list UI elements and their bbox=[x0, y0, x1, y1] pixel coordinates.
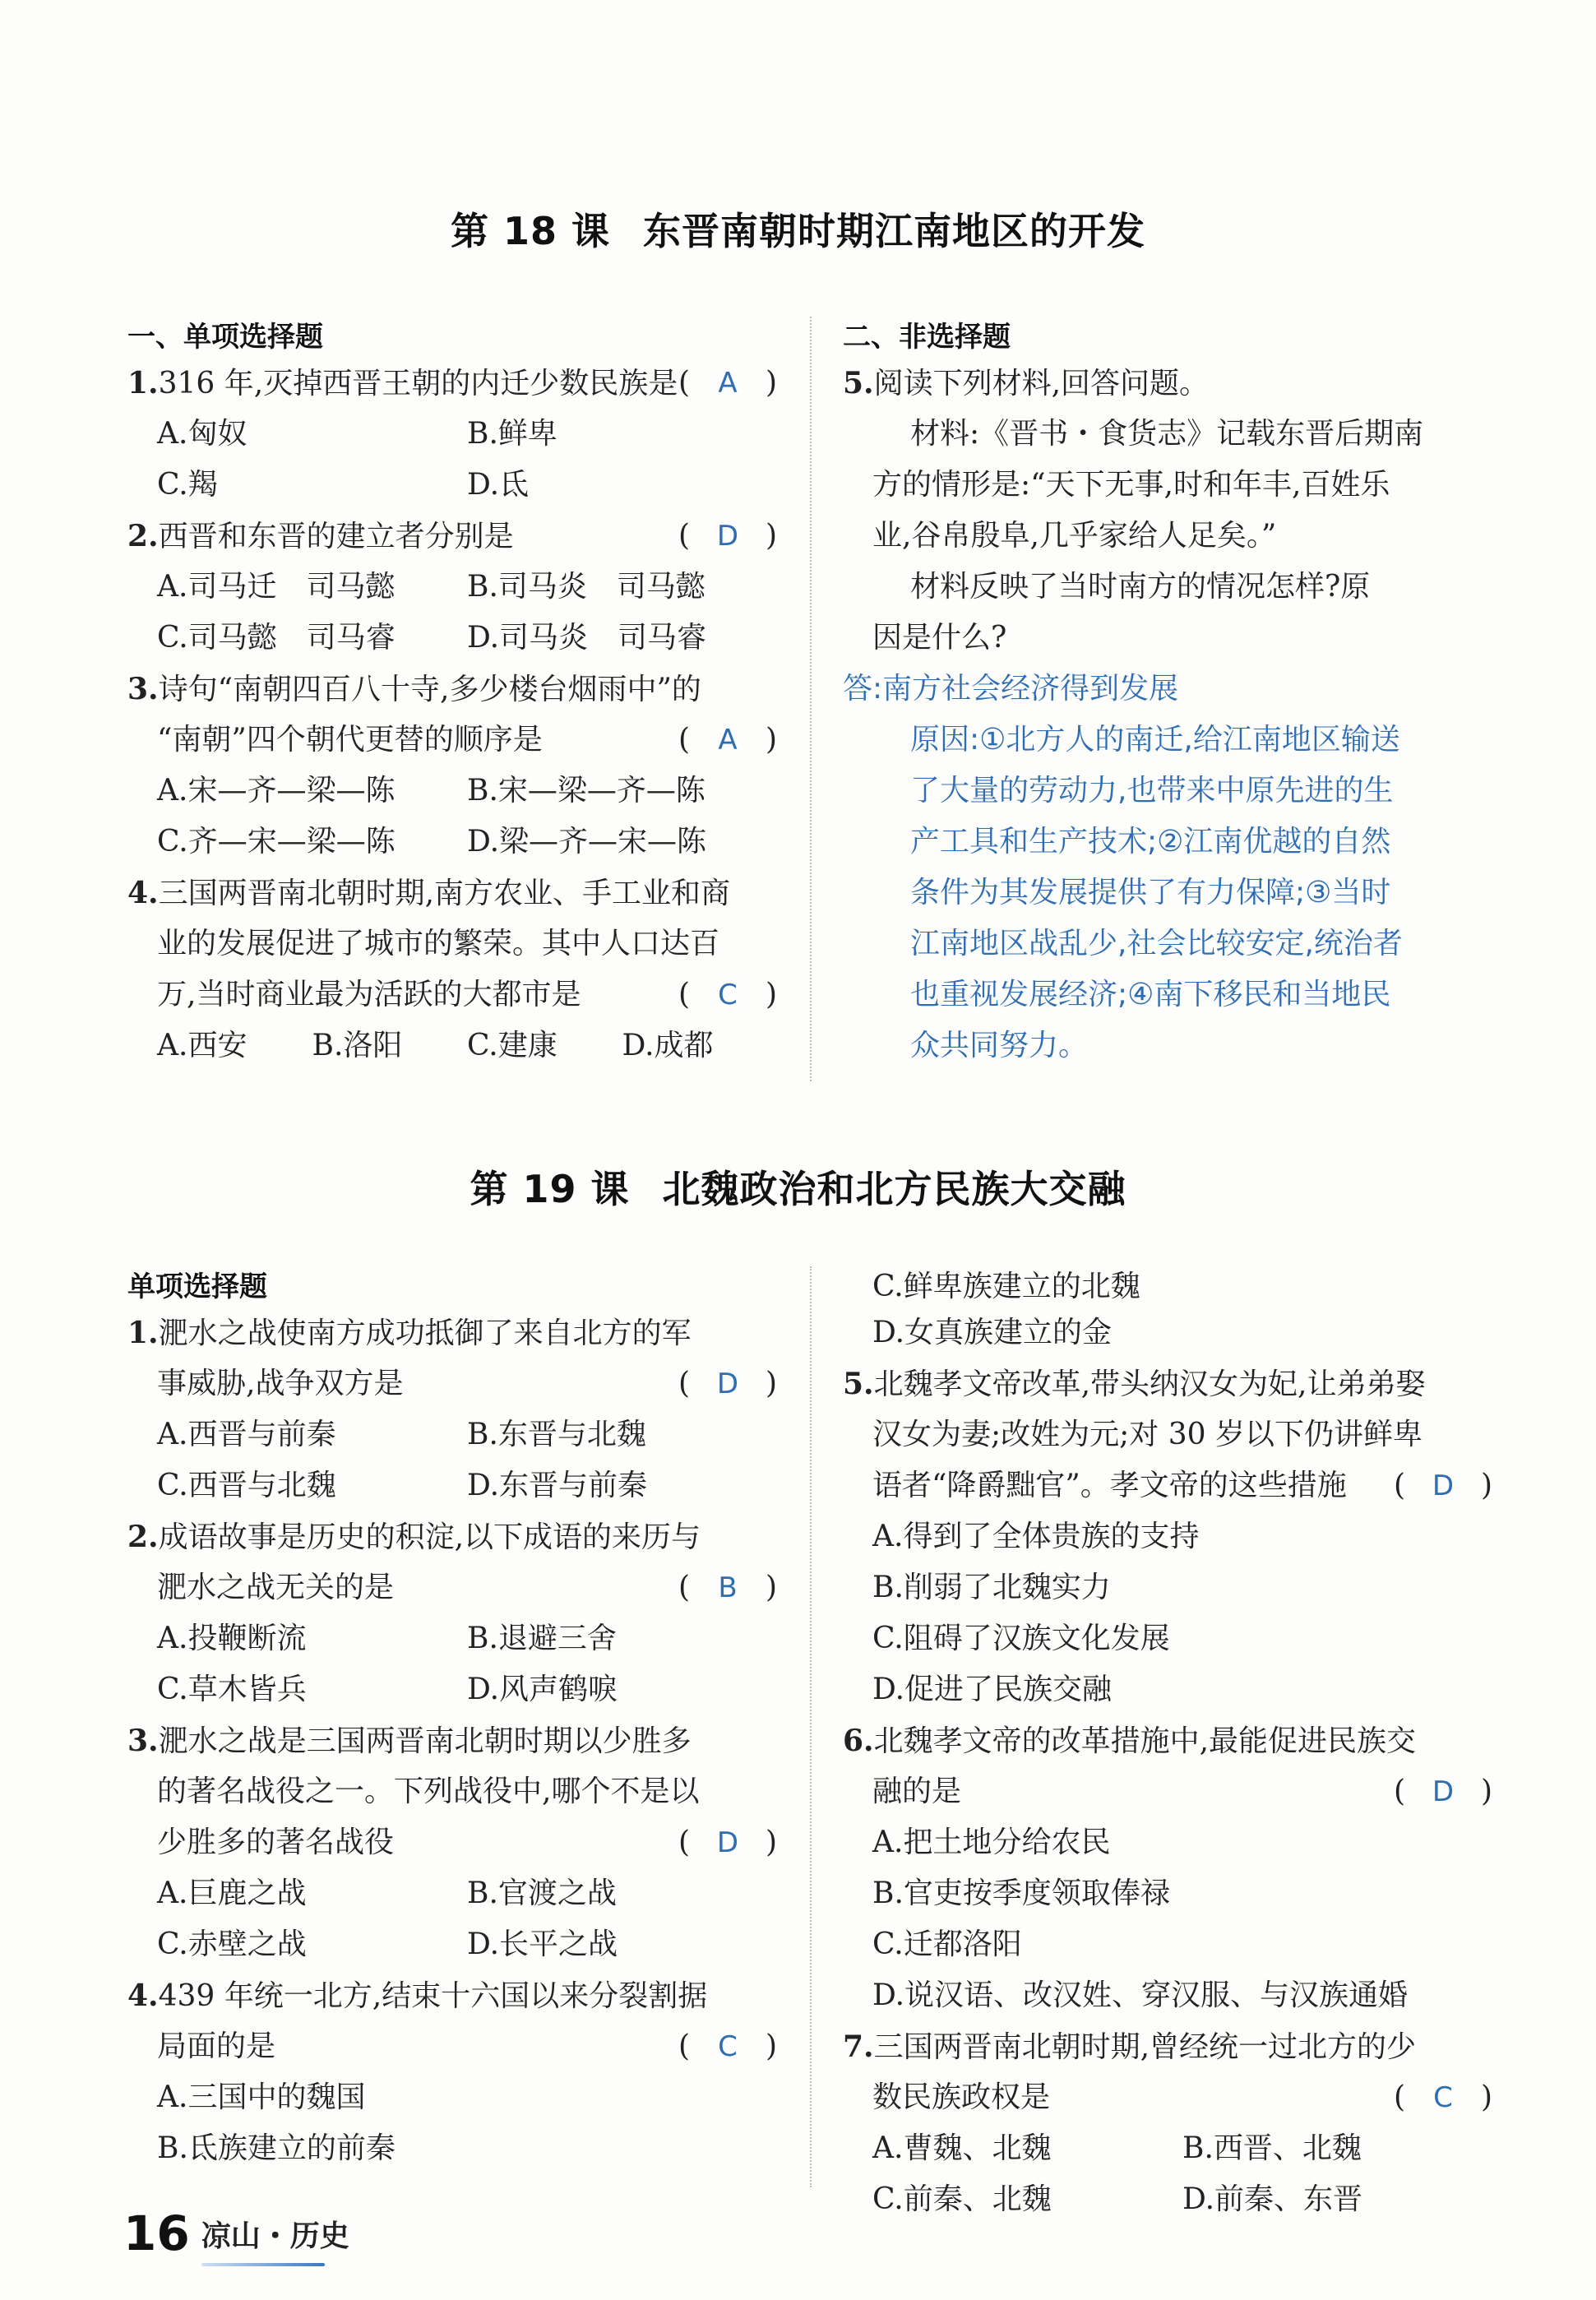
answer-text: D bbox=[1432, 1775, 1455, 1808]
options-row bbox=[127, 766, 777, 817]
option: D.氐 bbox=[467, 468, 530, 502]
answer-slot: ( C ) bbox=[678, 970, 777, 1020]
option: D.女真族建立的金 bbox=[872, 1316, 1113, 1349]
option: B.宋—梁—齐—陈 bbox=[467, 774, 705, 808]
answer-text: C bbox=[1433, 2081, 1453, 2114]
option: C.鲜卑族建立的北魏 bbox=[872, 1270, 1140, 1303]
question-4-cont: 局面的是 ( C ) bbox=[127, 2021, 777, 2072]
question-6: 6.北魏孝文帝的改革措施中,最能促进民族交 bbox=[843, 1724, 1417, 1758]
section-heading-choice: 单项选择题 bbox=[127, 1270, 267, 1303]
option: A.西安 bbox=[157, 1029, 247, 1062]
question-2-cont: 淝水之战无关的是 ( B ) bbox=[127, 1562, 777, 1613]
option: D.前秦、东晋 bbox=[1182, 2182, 1363, 2216]
answer-slot: ( D ) bbox=[678, 511, 777, 562]
options-row bbox=[127, 1664, 777, 1715]
question-1: 1.淝水之战使南方成功抵御了来自北方的军 bbox=[127, 1316, 692, 1350]
question-prompt: 材料反映了当时南方的情况怎样?原 bbox=[910, 570, 1371, 604]
lesson-19-left-column bbox=[127, 1266, 777, 2174]
question-5: 5.北魏孝文帝改革,带头纳汉女为妃,让弟弟娶 bbox=[843, 1367, 1426, 1401]
option: D.风声鹤唳 bbox=[467, 1673, 618, 1706]
column-divider-bottom bbox=[810, 1266, 812, 2187]
material-line: 业,谷帛殷阜,几乎家给人足矣。” bbox=[872, 519, 1277, 553]
lesson-18-title bbox=[0, 201, 1596, 256]
option: C.阻碍了汉族文化发展 bbox=[872, 1622, 1170, 1655]
answer-slot: ( A ) bbox=[678, 715, 777, 766]
question-4-cont: 万,当时商业最为活跃的大都市是 ( C ) bbox=[127, 970, 777, 1020]
answer-line: 也重视发展经济;④南下移民和当地民 bbox=[910, 978, 1391, 1011]
option: B.退避三舍 bbox=[467, 1622, 617, 1655]
material-line: 方的情形是:“天下无事,时和年丰,百姓乐 bbox=[872, 468, 1390, 502]
option: D.成都 bbox=[622, 1029, 714, 1062]
option: A.西晋与前秦 bbox=[157, 1418, 336, 1451]
option: B.西晋、北魏 bbox=[1182, 2131, 1362, 2165]
answer-text: D bbox=[716, 520, 739, 553]
option: C.前秦、北魏 bbox=[872, 2182, 1052, 2216]
option: A.把土地分给农民 bbox=[872, 1826, 1111, 1859]
option: A.巨鹿之战 bbox=[157, 1877, 307, 1910]
option: A.投鞭断流 bbox=[157, 1622, 307, 1655]
option: B.官渡之战 bbox=[467, 1877, 617, 1910]
lesson-18-number: 第 18 课 bbox=[450, 209, 611, 253]
option: B.司马炎 司马懿 bbox=[467, 570, 705, 604]
question-4: 4.三国两晋南北朝时期,南方农业、手工业和商 bbox=[127, 876, 731, 910]
options-row bbox=[127, 562, 777, 613]
option: C.迁都洛阳 bbox=[872, 1927, 1022, 1961]
answer-text: D bbox=[716, 1368, 739, 1400]
answer-slot: ( D ) bbox=[678, 1817, 777, 1868]
column-divider-top bbox=[810, 317, 812, 1081]
option: C.齐—宋—梁—陈 bbox=[157, 825, 396, 858]
question-5-cont: 汉女为妻;改姓为元;对 30 岁以下仍讲鲜卑 bbox=[872, 1418, 1423, 1451]
question-3-cont: 的著名战役之一。下列战役中,哪个不是以 bbox=[157, 1775, 700, 1808]
question-5: 5.阅读下列材料,回答问题。 bbox=[843, 366, 1210, 400]
material-line: 材料:《晋书・食货志》记载东晋后期南 bbox=[910, 417, 1424, 451]
option: B.官吏按季度领取俸禄 bbox=[872, 1877, 1170, 1910]
option: D.说汉语、改汉姓、穿汉服、与汉族通婚 bbox=[872, 1978, 1409, 2012]
answer-line: 江南地区战乱少,社会比较安定,统治者 bbox=[910, 927, 1403, 960]
answer-text: D bbox=[716, 1826, 739, 1859]
question-4: 4.439 年统一北方,结束十六国以来分裂割据 bbox=[127, 1978, 708, 2013]
answer-slot: ( D ) bbox=[678, 1358, 777, 1409]
options-row bbox=[127, 409, 777, 460]
option: A.曹魏、北魏 bbox=[872, 2131, 1052, 2165]
option: C.草木皆兵 bbox=[157, 1673, 307, 1706]
lesson-18-left-column bbox=[127, 317, 777, 1071]
option: A.宋—齐—梁—陈 bbox=[157, 774, 396, 808]
option: D.梁—齐—宋—陈 bbox=[467, 825, 707, 858]
answer-line: 众共同努力。 bbox=[910, 1029, 1089, 1062]
option: C.建康 bbox=[467, 1029, 557, 1062]
option: B.鲜卑 bbox=[467, 417, 557, 451]
answer-text: C bbox=[718, 979, 738, 1011]
question-1-cont: 事威胁,战争双方是 ( D ) bbox=[127, 1358, 777, 1409]
lesson-19-right-column bbox=[843, 1266, 1492, 2225]
answer-slot: ( C ) bbox=[678, 2021, 777, 2072]
answer-line: 产工具和生产技术;②江南优越的自然 bbox=[910, 825, 1391, 858]
answer-text: C bbox=[718, 2030, 738, 2063]
answer-text: A bbox=[718, 367, 738, 400]
question-3: 3.淝水之战是三国两晋南北朝时期以少胜多 bbox=[127, 1724, 692, 1758]
question-6-cont: 融的是 ( D ) bbox=[843, 1766, 1492, 1817]
answer-text: D bbox=[1432, 1469, 1455, 1502]
question-3-cont: 少胜多的著名战役 ( D ) bbox=[127, 1817, 777, 1868]
answer-line: 条件为其发展提供了有力保障;③当时 bbox=[910, 876, 1391, 909]
question-3-cont: “南朝”四个朝代更替的顺序是 ( A ) bbox=[127, 715, 777, 766]
book-title: 凉山・历史 bbox=[201, 2213, 349, 2261]
option: A.得到了全体贵族的支持 bbox=[872, 1520, 1200, 1553]
option: D.长平之战 bbox=[467, 1927, 618, 1961]
answer-text: B bbox=[718, 1571, 738, 1604]
option: A.司马迁 司马懿 bbox=[157, 570, 396, 604]
options-row bbox=[127, 817, 777, 868]
options-row bbox=[127, 1020, 777, 1071]
option: B.削弱了北魏实力 bbox=[872, 1571, 1111, 1604]
option: C.赤壁之战 bbox=[157, 1927, 307, 1961]
question-5-cont: 语者“降爵黜官”。孝文帝的这些措施 ( D ) bbox=[843, 1460, 1492, 1511]
answer-slot: ( B ) bbox=[678, 1562, 777, 1613]
options-row bbox=[127, 1409, 777, 1460]
lesson-19-title bbox=[0, 1159, 1596, 1214]
question-2: 2.成语故事是历史的积淀,以下成语的来历与 bbox=[127, 1520, 701, 1554]
options-row bbox=[843, 2123, 1492, 2174]
option: C.羯 bbox=[157, 468, 218, 502]
options-row bbox=[127, 1868, 777, 1919]
lesson-19-name: 北魏政治和北方民族大交融 bbox=[662, 1167, 1126, 1211]
option: B.氐族建立的前秦 bbox=[157, 2131, 396, 2165]
option: B.东晋与北魏 bbox=[467, 1418, 646, 1451]
options-row bbox=[843, 2174, 1492, 2225]
answer-slot: ( D ) bbox=[1394, 1766, 1492, 1817]
option: D.东晋与前秦 bbox=[467, 1469, 648, 1502]
answer-text: A bbox=[718, 724, 738, 757]
answer-slot: ( D ) bbox=[1394, 1460, 1492, 1511]
section-heading-choice: 一、单项选择题 bbox=[127, 321, 323, 354]
option: D.促进了民族交融 bbox=[872, 1673, 1113, 1706]
option: D.司马炎 司马睿 bbox=[467, 621, 707, 655]
page-number: 16 bbox=[123, 2205, 190, 2261]
options-row bbox=[127, 460, 777, 511]
answer-line: 了大量的劳动力,也带来中原先进的生 bbox=[910, 774, 1394, 808]
question-prompt: 因是什么? bbox=[872, 621, 1007, 655]
page-footer bbox=[123, 2196, 349, 2261]
lesson-19-number: 第 19 课 bbox=[470, 1167, 630, 1211]
answer-slot: ( C ) bbox=[1394, 2072, 1492, 2123]
option: C.西晋与北魏 bbox=[157, 1469, 336, 1502]
options-row bbox=[127, 1919, 777, 1970]
options-row bbox=[127, 613, 777, 664]
lesson-18-right-column bbox=[843, 317, 1492, 1071]
lesson-18-name: 东晋南朝时期江南地区的开发 bbox=[643, 209, 1146, 253]
question-1: 1.316 年,灭掉西晋王朝的内迁少数民族是 ( A ) bbox=[127, 358, 777, 409]
options-row bbox=[127, 1460, 777, 1511]
question-2: 2.西晋和东晋的建立者分别是 ( D ) bbox=[127, 511, 777, 562]
option: C.司马懿 司马睿 bbox=[157, 621, 396, 655]
answer-line: 原因:①北方人的南迁,给江南地区输送 bbox=[910, 723, 1400, 757]
answer-slot: ( A ) bbox=[678, 358, 777, 409]
question-3: 3.诗句“南朝四百八十寺,多少楼台烟雨中”的 bbox=[127, 672, 701, 706]
answer-line: 答:南方社会经济得到发展 bbox=[843, 672, 1179, 706]
question-4-cont: 业的发展促进了城市的繁荣。其中人口达百 bbox=[157, 927, 720, 960]
options-row bbox=[127, 1613, 777, 1664]
option: A.三国中的魏国 bbox=[157, 2080, 366, 2114]
option: B.洛阳 bbox=[312, 1029, 403, 1062]
question-7: 7.三国两晋南北朝时期,曾经统一过北方的少 bbox=[843, 2029, 1417, 2064]
question-7-cont: 数民族政权是 ( C ) bbox=[843, 2072, 1492, 2123]
option: A.匈奴 bbox=[157, 417, 247, 451]
section-heading-nonchoice: 二、非选择题 bbox=[843, 321, 1011, 354]
